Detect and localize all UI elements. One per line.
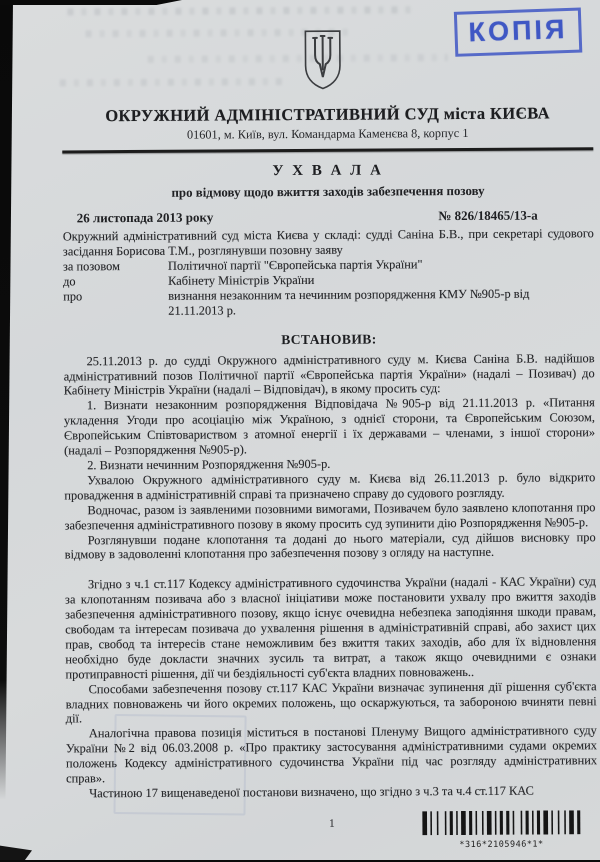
ruling-date: 26 листопада 2013 року bbox=[76, 209, 214, 226]
document-title: У Х В А Л А bbox=[272, 162, 384, 180]
petition-label: за позовом bbox=[62, 259, 120, 274]
intro-paragraph: Окружний адміністративний суд міста Києва у складі: судді Саніна Б.В., при секретарі судового засідання Борисова Т.М., розглянувши позовну заяву bbox=[62, 226, 594, 259]
document-content bbox=[61, 0, 597, 801]
body-paragraph: Способами забезпечення позову ст.117 КАС України визначає зупинення дії рішення суб'єкта владних повноважень чи його окремих положень, що оскаржуються, та забороною вчиняти певні дії. bbox=[65, 678, 597, 726]
body-paragraph: 1. Визнати незаконним розпорядження Відповідача №905-р від 21.11.2013 р. «Питання укладення Угоди про асоціацію між Україною, з однієї сторони, та Європейським Союзом, Європейським Співтовариством з атомної енергії і їх державами – членами, з іншої сторони» (надалі – Розпорядження №905-р). bbox=[63, 395, 596, 458]
section-heading: ВСТАНОВИВ: bbox=[281, 331, 377, 347]
body-paragraph: Водночас, разом із заявленими позовними вимогами, Позивачем було заявлено клопотання про забезпечення адміністративного позову в якому просить суд зупинити дію Розпорядження №905-р. bbox=[64, 499, 596, 533]
body-paragraph: Аналогічна правова позиція міститься в постанові Пленуму Вищого адміністративного суду України №2 від 06.03.2008 р. «Про практику застосування адміністративними судами окремих положень Кодексу адміністративного судочинства України під час розгляду адміністративних справ». bbox=[65, 723, 598, 786]
body-paragraph: 2. Визнати нечинним Розпорядження №905-р. bbox=[87, 456, 331, 473]
header-divider bbox=[62, 147, 593, 153]
barcode-block bbox=[417, 810, 585, 850]
page-number: 1 bbox=[328, 817, 335, 830]
petition-value: Політичної партії "Європейська партія України" bbox=[167, 257, 423, 273]
petition-label: про bbox=[63, 289, 83, 304]
body-paragraph: Згідно з ч.1 ст.117 Кодексу адміністративного судочинства України (надалі - КАС України) суд за клопотанням позивача або з власної ініціативи може постановити ухвалу про вжиття заходів забезпечення адміністративного позову, якщо існує очевидна небезпека заподіяння шкоди правам, свободам та інтересам позивача до ухвалення рішення в адміністративній справі, або захист цих прав, свобод та інтересів стане неможливим без вжиття таких заходів, або для їх відновлення необхідно буде докласти значних зусиль та витрат, а також якщо очевидними є ознаки протиправності рішення, дії чи бездіяльності суб'єкта владних повноважень.. bbox=[64, 574, 597, 682]
case-number: № 826/18465/13-а bbox=[438, 207, 538, 224]
body-paragraph: 25.11.2013 р. до судді Окружного адміністративного суду м. Києва Саніна Б.В. надійшов адміністративний позов Політичної партії «Європейська партія України» (надалі – Позивач) до Кабінету Міністрів України (надалі – Відповідач), в якому просить суд: bbox=[63, 350, 595, 398]
court-address: 01601, м. Київ, вул. Командарма Каменєва 8, корпус 1 bbox=[186, 125, 469, 142]
body-paragraph: Ухвалою Окружного адміністративного суду м. Києва від 26.11.2013 р. було відкрито провадження в адміністративній справі та призначено справу до судового розгляду. bbox=[64, 470, 596, 503]
body-paragraph: Частиною 17 вищенаведеної постанови визначено, що згідно з ч.3 та ч.4 ст.117 КАС bbox=[89, 783, 534, 801]
case-meta-row bbox=[63, 207, 594, 226]
petition-row bbox=[63, 286, 594, 319]
barcode-icon bbox=[421, 810, 581, 835]
copy-stamp: КОПІЯ bbox=[454, 8, 582, 57]
petition-value: визнання незаконним та нечинним розпорядження КМУ №905-р від 21.11.2013 р. bbox=[168, 286, 530, 318]
petition-table bbox=[63, 256, 594, 319]
ukraine-trident-icon bbox=[301, 29, 343, 91]
body-paragraph: Розглянувши подане клопотання та додані до нього матеріали, суд дійшов висновку про відмову в задоволенні клопотання про забезпечення позову з огляду на наступне. bbox=[64, 529, 596, 562]
court-name: ОКРУЖНИЙ АДМІНІСТРАТИВНИЙ СУД міста КИЄВА bbox=[105, 103, 550, 126]
petition-label: до bbox=[63, 274, 76, 289]
scanner-edge-top bbox=[0, 0, 182, 5]
petition-value: Кабінету Міністрів України bbox=[168, 272, 315, 288]
document-subtitle: про відмову щодо вжиття заходів забезпечення позову bbox=[171, 184, 485, 200]
barcode-text: *316*2105946*1* bbox=[459, 839, 544, 851]
